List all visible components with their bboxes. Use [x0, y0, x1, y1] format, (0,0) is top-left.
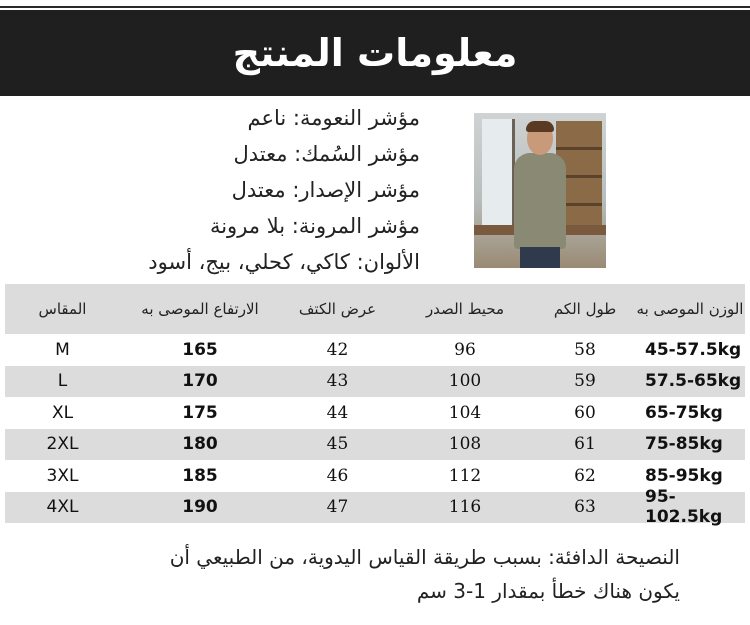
size-cell: 2XL: [46, 434, 79, 455]
shoulder-cell: 44: [326, 402, 349, 423]
shoulder-cell: 42: [326, 339, 349, 360]
size-table-header: [5, 284, 745, 334]
size-cell: 3XL: [46, 465, 79, 486]
size-cell: XL: [51, 402, 74, 423]
shoulder-cell: 46: [326, 465, 349, 486]
shoulder-cell: 45: [326, 434, 349, 455]
height-cell: 185: [182, 465, 218, 486]
sleeve-cell: 59: [574, 371, 596, 392]
page-title: معلومات المنتج: [232, 31, 518, 75]
size-table: [5, 284, 745, 528]
height-cell: 175: [182, 402, 218, 423]
top-divider: [0, 6, 750, 8]
table-row: [5, 429, 745, 461]
table-row: [5, 397, 745, 429]
measurement-tip: [40, 540, 680, 608]
size-cell: L: [57, 371, 68, 392]
size-cell: M: [55, 339, 70, 360]
height-cell: 180: [182, 434, 218, 455]
header-height: الارتفاع الموصى به: [141, 300, 259, 318]
table-row: [5, 366, 745, 398]
chest-cell: 116: [448, 497, 482, 518]
weight-cell: 85-95kg: [645, 465, 723, 486]
thickness-index: مؤشر السُمك: معتدل: [233, 142, 420, 166]
sleeve-cell: 60: [574, 402, 596, 423]
weight-cell: 57.5-65kg: [645, 371, 742, 392]
height-cell: 190: [182, 497, 218, 518]
product-photo: [474, 113, 606, 268]
chest-cell: 96: [454, 339, 476, 360]
size-cell: 4XL: [46, 497, 79, 518]
chest-cell: 108: [448, 434, 482, 455]
header-sleeve: طول الكم: [553, 300, 617, 318]
height-cell: 170: [182, 371, 218, 392]
version-index: مؤشر الإصدار: معتدل: [231, 178, 420, 202]
elasticity-index: مؤشر المرونة: بلا مرونة: [209, 214, 420, 238]
header-chest: محيط الصدر: [425, 300, 505, 318]
sleeve-cell: 58: [574, 339, 596, 360]
shoulder-cell: 47: [326, 497, 349, 518]
weight-cell: 75-85kg: [645, 434, 723, 455]
header-shoulder: عرض الكتف: [298, 300, 377, 318]
tip-line-1: النصيحة الدافئة: بسبب طريقة القياس اليدوية، من الطبيعي أن: [169, 545, 680, 569]
header-weight: الوزن الموصى به: [636, 300, 744, 318]
product-properties: [90, 100, 420, 280]
weight-cell: 45-57.5kg: [645, 339, 742, 360]
colors: الألوان: كاكي، كحلي، بيج، أسود: [148, 250, 420, 274]
table-row: [5, 460, 745, 492]
header-size: المقاس: [38, 300, 87, 318]
sleeve-cell: 61: [574, 434, 596, 455]
chest-cell: 112: [448, 465, 482, 486]
table-row: [5, 487, 745, 528]
height-cell: 165: [182, 339, 218, 360]
weight-cell: 95-102.5kg: [645, 487, 723, 528]
sleeve-cell: 63: [574, 497, 596, 518]
tip-line-2: يكون هناك خطأ بمقدار 1-3 سم: [416, 579, 680, 603]
header-banner: [0, 10, 750, 96]
sleeve-cell: 62: [574, 465, 596, 486]
shoulder-cell: 43: [326, 371, 349, 392]
chest-cell: 100: [448, 371, 482, 392]
softness-index: مؤشر النعومة: ناعم: [247, 106, 420, 130]
table-row: [5, 334, 745, 366]
weight-cell: 65-75kg: [645, 402, 723, 423]
chest-cell: 104: [448, 402, 482, 423]
